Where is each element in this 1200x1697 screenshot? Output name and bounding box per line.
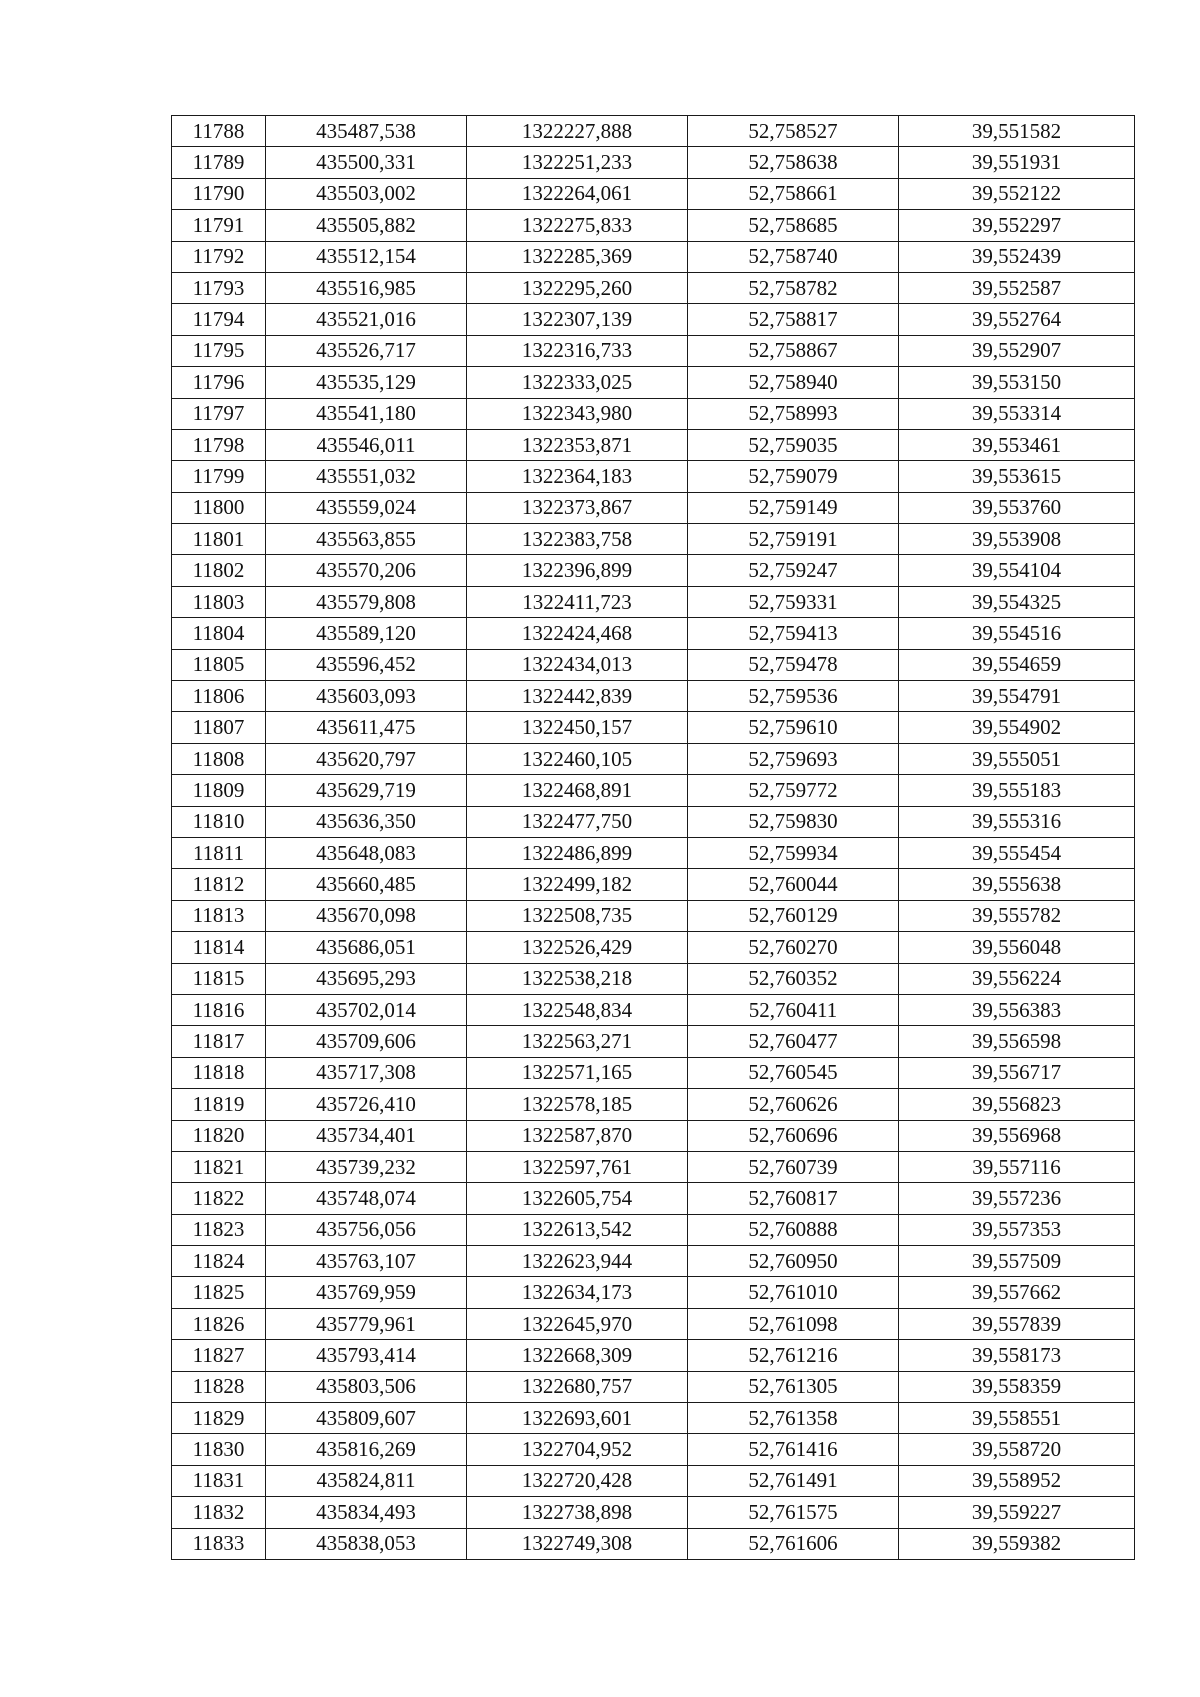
point-number-cell: 11793 bbox=[172, 272, 266, 303]
y-coordinate-cell: 1322450,157 bbox=[467, 712, 688, 743]
table-row bbox=[172, 492, 1135, 523]
longitude-cell: 39,557839 bbox=[899, 1308, 1135, 1339]
y-coordinate-cell: 1322486,899 bbox=[467, 837, 688, 868]
point-number-cell: 11803 bbox=[172, 586, 266, 617]
latitude-cell: 52,758867 bbox=[688, 335, 899, 366]
y-coordinate-cell: 1322251,233 bbox=[467, 147, 688, 178]
point-number-cell: 11831 bbox=[172, 1465, 266, 1496]
x-coordinate-cell: 435579,808 bbox=[266, 586, 467, 617]
y-coordinate-cell: 1322526,429 bbox=[467, 932, 688, 963]
longitude-cell: 39,552297 bbox=[899, 210, 1135, 241]
latitude-cell: 52,760888 bbox=[688, 1214, 899, 1245]
latitude-cell: 52,760477 bbox=[688, 1026, 899, 1057]
x-coordinate-cell: 435620,797 bbox=[266, 743, 467, 774]
table-row bbox=[172, 1120, 1135, 1151]
latitude-cell: 52,759830 bbox=[688, 806, 899, 837]
point-number-cell: 11805 bbox=[172, 649, 266, 680]
y-coordinate-cell: 1322275,833 bbox=[467, 210, 688, 241]
latitude-cell: 52,759247 bbox=[688, 555, 899, 586]
latitude-cell: 52,760352 bbox=[688, 963, 899, 994]
latitude-cell: 52,759079 bbox=[688, 461, 899, 492]
y-coordinate-cell: 1322738,898 bbox=[467, 1497, 688, 1528]
point-number-cell: 11820 bbox=[172, 1120, 266, 1151]
longitude-cell: 39,558952 bbox=[899, 1465, 1135, 1496]
x-coordinate-cell: 435695,293 bbox=[266, 963, 467, 994]
table-row bbox=[172, 524, 1135, 555]
latitude-cell: 52,760545 bbox=[688, 1057, 899, 1088]
point-number-cell: 11800 bbox=[172, 492, 266, 523]
point-number-cell: 11809 bbox=[172, 775, 266, 806]
table-row bbox=[172, 1089, 1135, 1120]
point-number-cell: 11832 bbox=[172, 1497, 266, 1528]
table-row bbox=[172, 1277, 1135, 1308]
table-row bbox=[172, 1246, 1135, 1277]
y-coordinate-cell: 1322411,723 bbox=[467, 586, 688, 617]
x-coordinate-cell: 435809,607 bbox=[266, 1403, 467, 1434]
x-coordinate-cell: 435596,452 bbox=[266, 649, 467, 680]
longitude-cell: 39,554902 bbox=[899, 712, 1135, 743]
point-number-cell: 11830 bbox=[172, 1434, 266, 1465]
longitude-cell: 39,557509 bbox=[899, 1246, 1135, 1277]
point-number-cell: 11817 bbox=[172, 1026, 266, 1057]
longitude-cell: 39,554104 bbox=[899, 555, 1135, 586]
longitude-cell: 39,554791 bbox=[899, 681, 1135, 712]
x-coordinate-cell: 435763,107 bbox=[266, 1246, 467, 1277]
x-coordinate-cell: 435563,855 bbox=[266, 524, 467, 555]
table-row bbox=[172, 147, 1135, 178]
x-coordinate-cell: 435726,410 bbox=[266, 1089, 467, 1120]
point-number-cell: 11813 bbox=[172, 900, 266, 931]
longitude-cell: 39,557662 bbox=[899, 1277, 1135, 1308]
x-coordinate-cell: 435541,180 bbox=[266, 398, 467, 429]
x-coordinate-cell: 435709,606 bbox=[266, 1026, 467, 1057]
latitude-cell: 52,759934 bbox=[688, 837, 899, 868]
longitude-cell: 39,552439 bbox=[899, 241, 1135, 272]
longitude-cell: 39,553150 bbox=[899, 367, 1135, 398]
table-row bbox=[172, 241, 1135, 272]
y-coordinate-cell: 1322720,428 bbox=[467, 1465, 688, 1496]
longitude-cell: 39,558720 bbox=[899, 1434, 1135, 1465]
longitude-cell: 39,556598 bbox=[899, 1026, 1135, 1057]
latitude-cell: 52,759413 bbox=[688, 618, 899, 649]
table-row bbox=[172, 1528, 1135, 1559]
y-coordinate-cell: 1322383,758 bbox=[467, 524, 688, 555]
table-row bbox=[172, 681, 1135, 712]
table-row bbox=[172, 1151, 1135, 1182]
latitude-cell: 52,761575 bbox=[688, 1497, 899, 1528]
x-coordinate-cell: 435516,985 bbox=[266, 272, 467, 303]
point-number-cell: 11819 bbox=[172, 1089, 266, 1120]
x-coordinate-cell: 435702,014 bbox=[266, 994, 467, 1025]
point-number-cell: 11794 bbox=[172, 304, 266, 335]
latitude-cell: 52,760129 bbox=[688, 900, 899, 931]
x-coordinate-cell: 435629,719 bbox=[266, 775, 467, 806]
table-row bbox=[172, 1403, 1135, 1434]
point-number-cell: 11810 bbox=[172, 806, 266, 837]
longitude-cell: 39,556823 bbox=[899, 1089, 1135, 1120]
x-coordinate-cell: 435648,083 bbox=[266, 837, 467, 868]
x-coordinate-cell: 435734,401 bbox=[266, 1120, 467, 1151]
x-coordinate-cell: 435756,056 bbox=[266, 1214, 467, 1245]
x-coordinate-cell: 435526,717 bbox=[266, 335, 467, 366]
point-number-cell: 11795 bbox=[172, 335, 266, 366]
x-coordinate-cell: 435779,961 bbox=[266, 1308, 467, 1339]
latitude-cell: 52,761010 bbox=[688, 1277, 899, 1308]
point-number-cell: 11811 bbox=[172, 837, 266, 868]
y-coordinate-cell: 1322704,952 bbox=[467, 1434, 688, 1465]
latitude-cell: 52,758940 bbox=[688, 367, 899, 398]
longitude-cell: 39,555782 bbox=[899, 900, 1135, 931]
y-coordinate-cell: 1322353,871 bbox=[467, 429, 688, 460]
y-coordinate-cell: 1322668,309 bbox=[467, 1340, 688, 1371]
y-coordinate-cell: 1322613,542 bbox=[467, 1214, 688, 1245]
latitude-cell: 52,758782 bbox=[688, 272, 899, 303]
y-coordinate-cell: 1322285,369 bbox=[467, 241, 688, 272]
x-coordinate-cell: 435512,154 bbox=[266, 241, 467, 272]
latitude-cell: 52,759035 bbox=[688, 429, 899, 460]
x-coordinate-cell: 435717,308 bbox=[266, 1057, 467, 1088]
y-coordinate-cell: 1322333,025 bbox=[467, 367, 688, 398]
y-coordinate-cell: 1322460,105 bbox=[467, 743, 688, 774]
longitude-cell: 39,557116 bbox=[899, 1151, 1135, 1182]
table-row bbox=[172, 1214, 1135, 1245]
latitude-cell: 52,760950 bbox=[688, 1246, 899, 1277]
y-coordinate-cell: 1322373,867 bbox=[467, 492, 688, 523]
table-row bbox=[172, 1057, 1135, 1088]
longitude-cell: 39,553908 bbox=[899, 524, 1135, 555]
longitude-cell: 39,551582 bbox=[899, 116, 1135, 147]
latitude-cell: 52,761358 bbox=[688, 1403, 899, 1434]
point-number-cell: 11808 bbox=[172, 743, 266, 774]
x-coordinate-cell: 435748,074 bbox=[266, 1183, 467, 1214]
latitude-cell: 52,758638 bbox=[688, 147, 899, 178]
latitude-cell: 52,761606 bbox=[688, 1528, 899, 1559]
coordinates-table-body bbox=[172, 116, 1135, 1560]
x-coordinate-cell: 435521,016 bbox=[266, 304, 467, 335]
y-coordinate-cell: 1322307,139 bbox=[467, 304, 688, 335]
point-number-cell: 11798 bbox=[172, 429, 266, 460]
latitude-cell: 52,761491 bbox=[688, 1465, 899, 1496]
x-coordinate-cell: 435636,350 bbox=[266, 806, 467, 837]
x-coordinate-cell: 435838,053 bbox=[266, 1528, 467, 1559]
point-number-cell: 11822 bbox=[172, 1183, 266, 1214]
table-row bbox=[172, 178, 1135, 209]
coordinates-table bbox=[171, 115, 1135, 1560]
x-coordinate-cell: 435803,506 bbox=[266, 1371, 467, 1402]
table-row bbox=[172, 806, 1135, 837]
latitude-cell: 52,759610 bbox=[688, 712, 899, 743]
latitude-cell: 52,758685 bbox=[688, 210, 899, 241]
table-row bbox=[172, 712, 1135, 743]
point-number-cell: 11816 bbox=[172, 994, 266, 1025]
longitude-cell: 39,558551 bbox=[899, 1403, 1135, 1434]
latitude-cell: 52,761305 bbox=[688, 1371, 899, 1402]
x-coordinate-cell: 435535,129 bbox=[266, 367, 467, 398]
table-row bbox=[172, 461, 1135, 492]
point-number-cell: 11791 bbox=[172, 210, 266, 241]
x-coordinate-cell: 435570,206 bbox=[266, 555, 467, 586]
y-coordinate-cell: 1322396,899 bbox=[467, 555, 688, 586]
latitude-cell: 52,760411 bbox=[688, 994, 899, 1025]
longitude-cell: 39,552122 bbox=[899, 178, 1135, 209]
latitude-cell: 52,759478 bbox=[688, 649, 899, 680]
longitude-cell: 39,554659 bbox=[899, 649, 1135, 680]
y-coordinate-cell: 1322571,165 bbox=[467, 1057, 688, 1088]
y-coordinate-cell: 1322634,173 bbox=[467, 1277, 688, 1308]
table-row bbox=[172, 994, 1135, 1025]
longitude-cell: 39,553314 bbox=[899, 398, 1135, 429]
x-coordinate-cell: 435500,331 bbox=[266, 147, 467, 178]
table-row bbox=[172, 555, 1135, 586]
x-coordinate-cell: 435670,098 bbox=[266, 900, 467, 931]
point-number-cell: 11826 bbox=[172, 1308, 266, 1339]
y-coordinate-cell: 1322605,754 bbox=[467, 1183, 688, 1214]
latitude-cell: 52,758817 bbox=[688, 304, 899, 335]
x-coordinate-cell: 435793,414 bbox=[266, 1340, 467, 1371]
point-number-cell: 11823 bbox=[172, 1214, 266, 1245]
longitude-cell: 39,555638 bbox=[899, 869, 1135, 900]
point-number-cell: 11828 bbox=[172, 1371, 266, 1402]
y-coordinate-cell: 1322295,260 bbox=[467, 272, 688, 303]
point-number-cell: 11829 bbox=[172, 1403, 266, 1434]
table-row bbox=[172, 1371, 1135, 1402]
longitude-cell: 39,552907 bbox=[899, 335, 1135, 366]
table-row bbox=[172, 775, 1135, 806]
latitude-cell: 52,758661 bbox=[688, 178, 899, 209]
longitude-cell: 39,555316 bbox=[899, 806, 1135, 837]
x-coordinate-cell: 435769,959 bbox=[266, 1277, 467, 1308]
y-coordinate-cell: 1322693,601 bbox=[467, 1403, 688, 1434]
longitude-cell: 39,555051 bbox=[899, 743, 1135, 774]
table-row bbox=[172, 900, 1135, 931]
latitude-cell: 52,760696 bbox=[688, 1120, 899, 1151]
table-row bbox=[172, 1497, 1135, 1528]
x-coordinate-cell: 435589,120 bbox=[266, 618, 467, 649]
table-row bbox=[172, 429, 1135, 460]
point-number-cell: 11797 bbox=[172, 398, 266, 429]
y-coordinate-cell: 1322442,839 bbox=[467, 681, 688, 712]
table-row bbox=[172, 743, 1135, 774]
x-coordinate-cell: 435834,493 bbox=[266, 1497, 467, 1528]
longitude-cell: 39,555183 bbox=[899, 775, 1135, 806]
table-row bbox=[172, 932, 1135, 963]
table-row bbox=[172, 1465, 1135, 1496]
latitude-cell: 52,758993 bbox=[688, 398, 899, 429]
y-coordinate-cell: 1322364,183 bbox=[467, 461, 688, 492]
y-coordinate-cell: 1322316,733 bbox=[467, 335, 688, 366]
latitude-cell: 52,759772 bbox=[688, 775, 899, 806]
x-coordinate-cell: 435686,051 bbox=[266, 932, 467, 963]
longitude-cell: 39,556968 bbox=[899, 1120, 1135, 1151]
latitude-cell: 52,758740 bbox=[688, 241, 899, 272]
point-number-cell: 11804 bbox=[172, 618, 266, 649]
y-coordinate-cell: 1322508,735 bbox=[467, 900, 688, 931]
table-row bbox=[172, 837, 1135, 868]
x-coordinate-cell: 435505,882 bbox=[266, 210, 467, 241]
table-row bbox=[172, 586, 1135, 617]
point-number-cell: 11833 bbox=[172, 1528, 266, 1559]
table-row bbox=[172, 210, 1135, 241]
latitude-cell: 52,761216 bbox=[688, 1340, 899, 1371]
y-coordinate-cell: 1322623,944 bbox=[467, 1246, 688, 1277]
longitude-cell: 39,558359 bbox=[899, 1371, 1135, 1402]
x-coordinate-cell: 435824,811 bbox=[266, 1465, 467, 1496]
y-coordinate-cell: 1322424,468 bbox=[467, 618, 688, 649]
table-row bbox=[172, 304, 1135, 335]
table-row bbox=[172, 116, 1135, 147]
latitude-cell: 52,759536 bbox=[688, 681, 899, 712]
table-row bbox=[172, 1026, 1135, 1057]
y-coordinate-cell: 1322597,761 bbox=[467, 1151, 688, 1182]
latitude-cell: 52,759149 bbox=[688, 492, 899, 523]
point-number-cell: 11818 bbox=[172, 1057, 266, 1088]
table-row bbox=[172, 869, 1135, 900]
longitude-cell: 39,553615 bbox=[899, 461, 1135, 492]
y-coordinate-cell: 1322578,185 bbox=[467, 1089, 688, 1120]
longitude-cell: 39,557236 bbox=[899, 1183, 1135, 1214]
point-number-cell: 11812 bbox=[172, 869, 266, 900]
longitude-cell: 39,556383 bbox=[899, 994, 1135, 1025]
x-coordinate-cell: 435816,269 bbox=[266, 1434, 467, 1465]
y-coordinate-cell: 1322587,870 bbox=[467, 1120, 688, 1151]
y-coordinate-cell: 1322264,061 bbox=[467, 178, 688, 209]
table-row bbox=[172, 618, 1135, 649]
longitude-cell: 39,554516 bbox=[899, 618, 1135, 649]
y-coordinate-cell: 1322548,834 bbox=[467, 994, 688, 1025]
latitude-cell: 52,760739 bbox=[688, 1151, 899, 1182]
point-number-cell: 11814 bbox=[172, 932, 266, 963]
longitude-cell: 39,556048 bbox=[899, 932, 1135, 963]
longitude-cell: 39,556224 bbox=[899, 963, 1135, 994]
longitude-cell: 39,557353 bbox=[899, 1214, 1135, 1245]
latitude-cell: 52,760626 bbox=[688, 1089, 899, 1120]
y-coordinate-cell: 1322680,757 bbox=[467, 1371, 688, 1402]
table-row bbox=[172, 335, 1135, 366]
y-coordinate-cell: 1322227,888 bbox=[467, 116, 688, 147]
longitude-cell: 39,559382 bbox=[899, 1528, 1135, 1559]
latitude-cell: 52,761416 bbox=[688, 1434, 899, 1465]
y-coordinate-cell: 1322477,750 bbox=[467, 806, 688, 837]
latitude-cell: 52,759693 bbox=[688, 743, 899, 774]
x-coordinate-cell: 435611,475 bbox=[266, 712, 467, 743]
table-row bbox=[172, 1340, 1135, 1371]
point-number-cell: 11807 bbox=[172, 712, 266, 743]
y-coordinate-cell: 1322499,182 bbox=[467, 869, 688, 900]
longitude-cell: 39,551931 bbox=[899, 147, 1135, 178]
y-coordinate-cell: 1322434,013 bbox=[467, 649, 688, 680]
y-coordinate-cell: 1322563,271 bbox=[467, 1026, 688, 1057]
y-coordinate-cell: 1322538,218 bbox=[467, 963, 688, 994]
latitude-cell: 52,760270 bbox=[688, 932, 899, 963]
table-row bbox=[172, 272, 1135, 303]
longitude-cell: 39,554325 bbox=[899, 586, 1135, 617]
longitude-cell: 39,553760 bbox=[899, 492, 1135, 523]
longitude-cell: 39,552587 bbox=[899, 272, 1135, 303]
longitude-cell: 39,556717 bbox=[899, 1057, 1135, 1088]
latitude-cell: 52,760044 bbox=[688, 869, 899, 900]
y-coordinate-cell: 1322645,970 bbox=[467, 1308, 688, 1339]
point-number-cell: 11792 bbox=[172, 241, 266, 272]
x-coordinate-cell: 435660,485 bbox=[266, 869, 467, 900]
x-coordinate-cell: 435503,002 bbox=[266, 178, 467, 209]
point-number-cell: 11827 bbox=[172, 1340, 266, 1371]
latitude-cell: 52,761098 bbox=[688, 1308, 899, 1339]
longitude-cell: 39,552764 bbox=[899, 304, 1135, 335]
longitude-cell: 39,553461 bbox=[899, 429, 1135, 460]
point-number-cell: 11801 bbox=[172, 524, 266, 555]
table-row bbox=[172, 398, 1135, 429]
x-coordinate-cell: 435603,093 bbox=[266, 681, 467, 712]
latitude-cell: 52,760817 bbox=[688, 1183, 899, 1214]
x-coordinate-cell: 435559,024 bbox=[266, 492, 467, 523]
point-number-cell: 11799 bbox=[172, 461, 266, 492]
point-number-cell: 11824 bbox=[172, 1246, 266, 1277]
y-coordinate-cell: 1322468,891 bbox=[467, 775, 688, 806]
longitude-cell: 39,555454 bbox=[899, 837, 1135, 868]
latitude-cell: 52,759191 bbox=[688, 524, 899, 555]
table-row bbox=[172, 1308, 1135, 1339]
table-row bbox=[172, 367, 1135, 398]
point-number-cell: 11789 bbox=[172, 147, 266, 178]
point-number-cell: 11802 bbox=[172, 555, 266, 586]
x-coordinate-cell: 435551,032 bbox=[266, 461, 467, 492]
y-coordinate-cell: 1322749,308 bbox=[467, 1528, 688, 1559]
x-coordinate-cell: 435546,011 bbox=[266, 429, 467, 460]
table-row bbox=[172, 1183, 1135, 1214]
longitude-cell: 39,559227 bbox=[899, 1497, 1135, 1528]
point-number-cell: 11821 bbox=[172, 1151, 266, 1182]
table-row bbox=[172, 649, 1135, 680]
point-number-cell: 11788 bbox=[172, 116, 266, 147]
latitude-cell: 52,758527 bbox=[688, 116, 899, 147]
latitude-cell: 52,759331 bbox=[688, 586, 899, 617]
y-coordinate-cell: 1322343,980 bbox=[467, 398, 688, 429]
longitude-cell: 39,558173 bbox=[899, 1340, 1135, 1371]
point-number-cell: 11806 bbox=[172, 681, 266, 712]
table-row bbox=[172, 963, 1135, 994]
point-number-cell: 11815 bbox=[172, 963, 266, 994]
table-row bbox=[172, 1434, 1135, 1465]
point-number-cell: 11790 bbox=[172, 178, 266, 209]
point-number-cell: 11825 bbox=[172, 1277, 266, 1308]
point-number-cell: 11796 bbox=[172, 367, 266, 398]
x-coordinate-cell: 435739,232 bbox=[266, 1151, 467, 1182]
x-coordinate-cell: 435487,538 bbox=[266, 116, 467, 147]
